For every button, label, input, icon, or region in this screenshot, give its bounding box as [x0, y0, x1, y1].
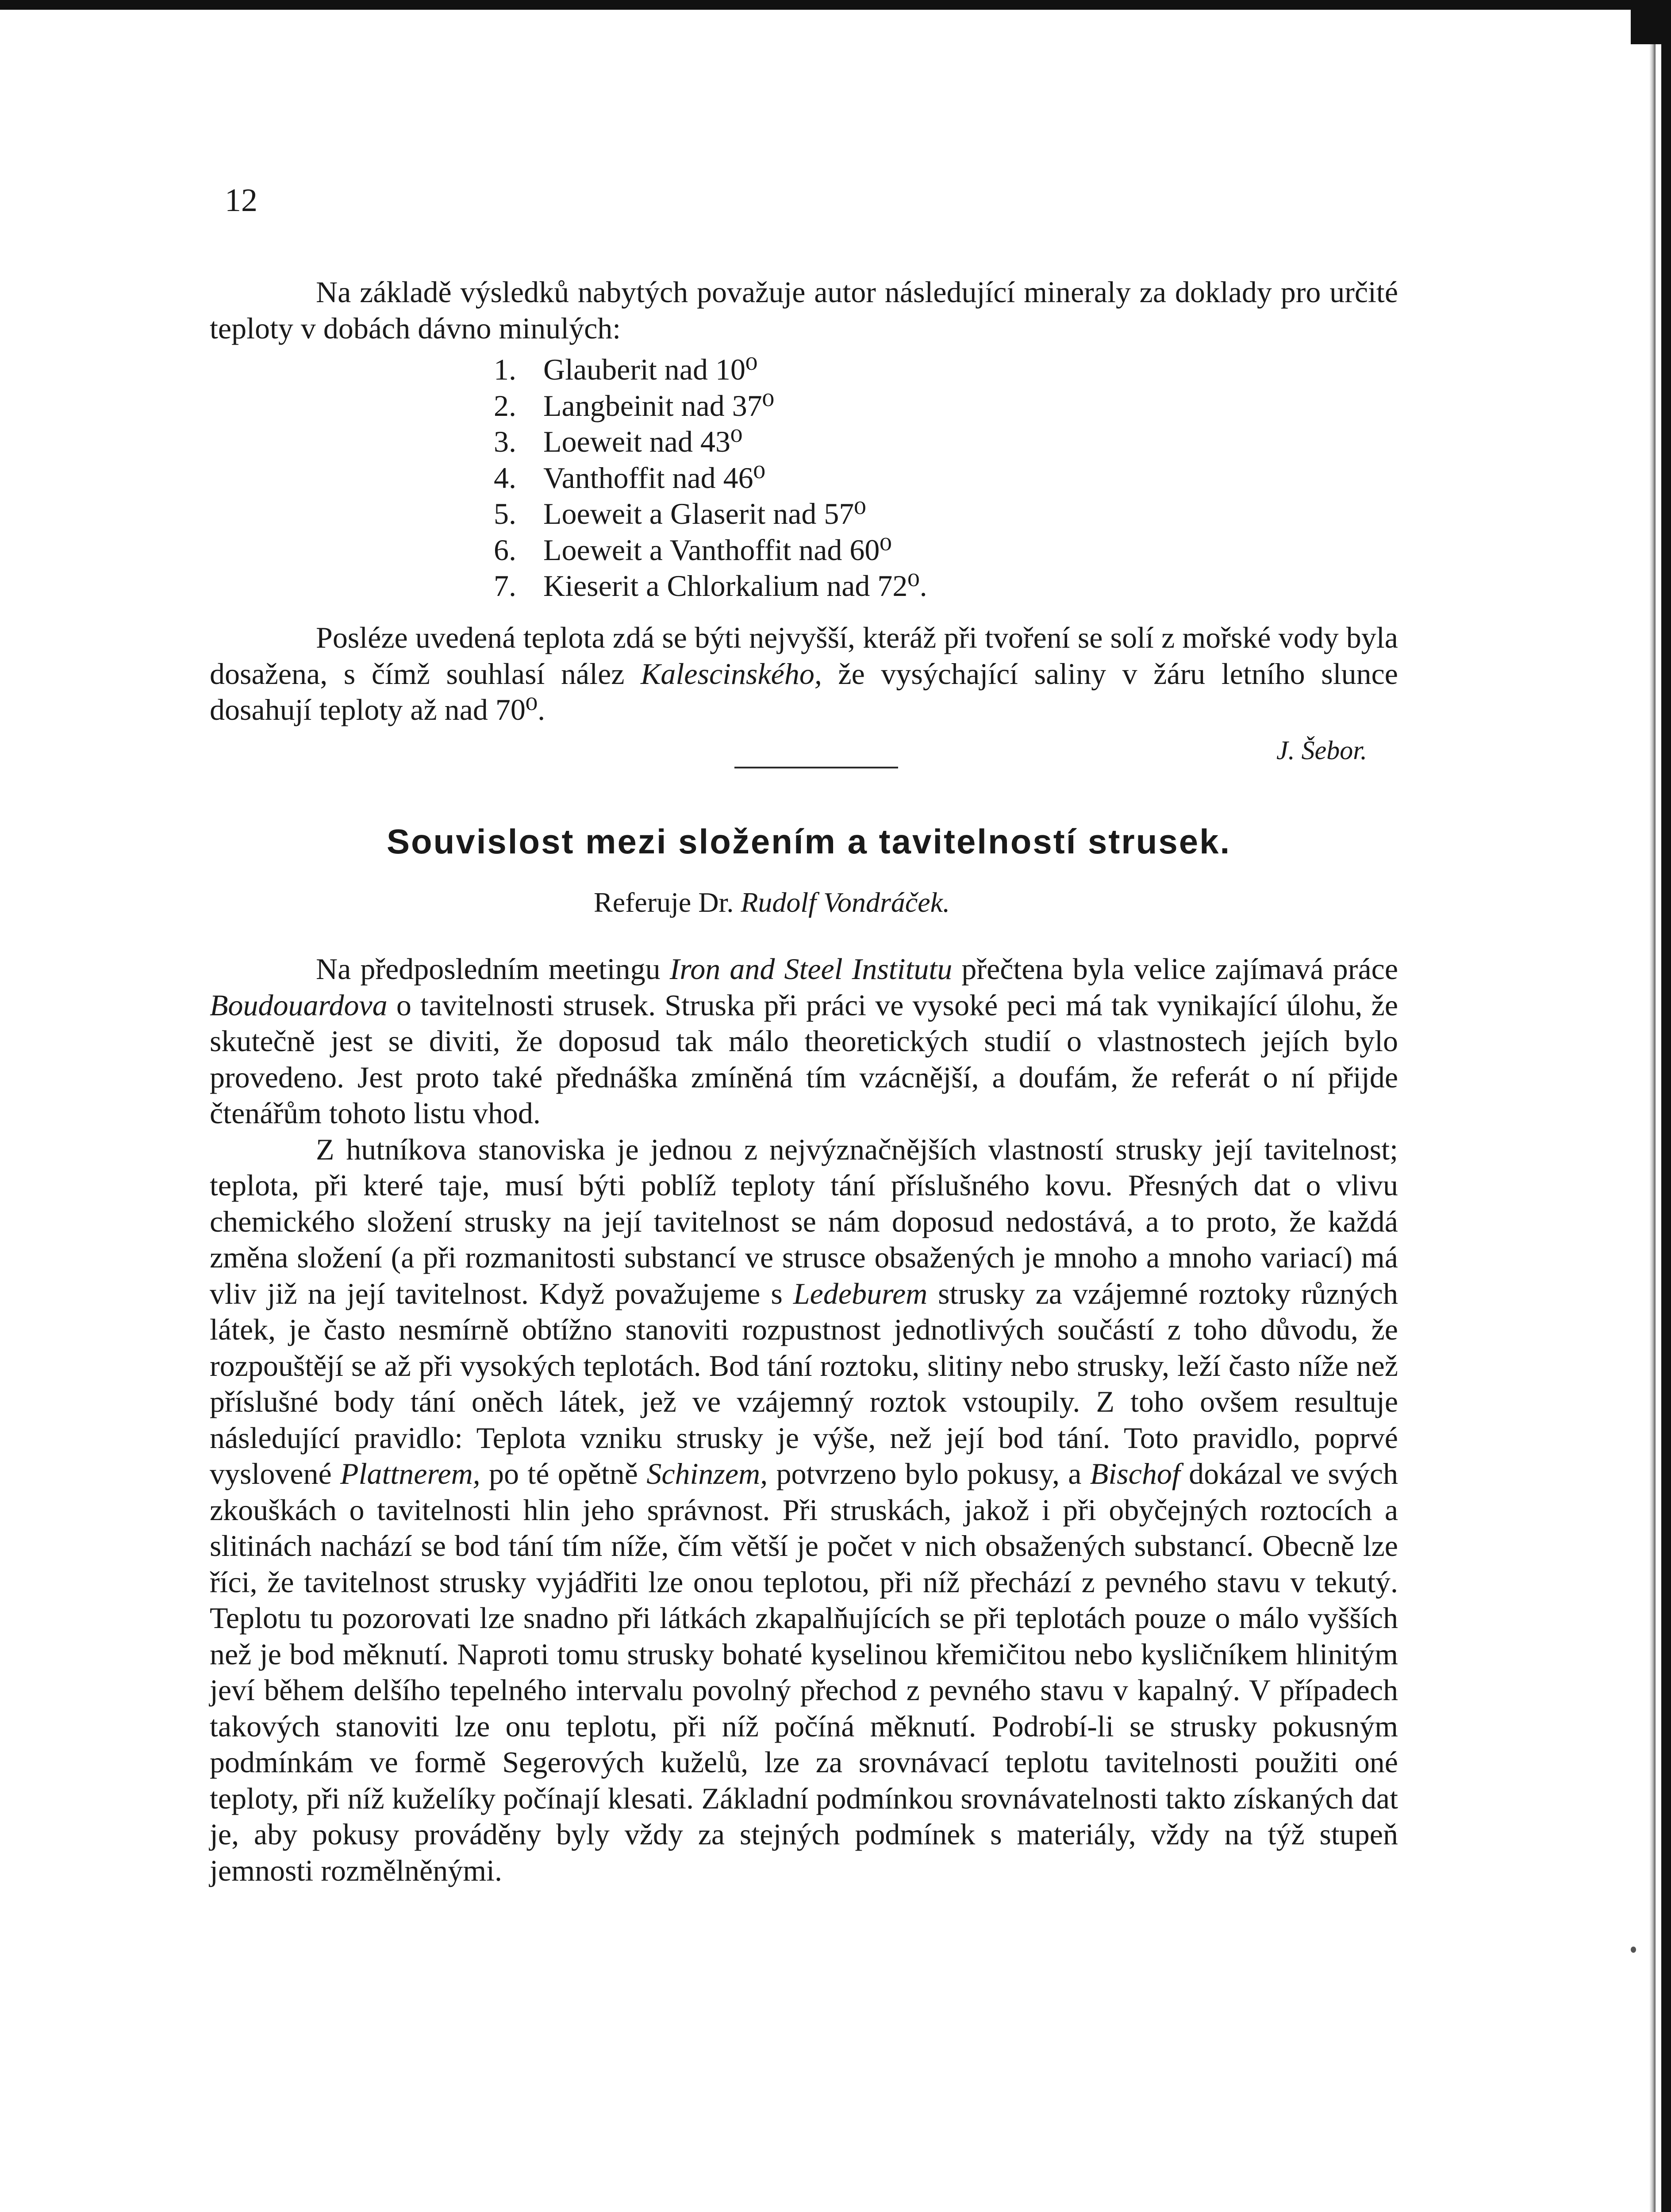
- scan-edge-top: [0, 0, 1671, 10]
- text-run: Z hutníkova stanoviska je jednou z nejvýznačnějších vlastností strusky její tavitelnost; teplota, při které taje, musí býti poblíž teploty tání příslušného kovu. Přesných dat o vlivu chemického složení strusky na její tavitelnost se nám doposud nedostává, a to proto, že každá změna složení (a při rozmanitosti substancí ve strusce obsažených je mnoho a mnoho variací) má vliv již na její tavitelnost. Když považujeme s: [210, 1132, 1398, 1310]
- conclusion-text-end: že vysýchající saliny v žáru letního slunce dosahují teploty až nad 70⁰.: [210, 657, 1398, 726]
- text-run: Na předposledním meetingu: [316, 952, 670, 986]
- conclusion-text: [210, 620, 1398, 728]
- text-run: po té opětně: [480, 1457, 647, 1490]
- list-item-number: 4.: [494, 461, 516, 495]
- list-item-text: Loeweit nad 43⁰: [543, 425, 743, 458]
- intro-text: Na základě výsledků nabytých považuje autor následující mineraly za doklady pro určité teploty v dobách dávno minulých:: [210, 275, 1398, 345]
- list-item: [494, 568, 927, 604]
- cited-name: Ledeburem: [793, 1276, 928, 1310]
- list-item-number: 6.: [494, 533, 516, 567]
- list-item-text: Vanthoffit nad 46⁰: [543, 461, 765, 495]
- page-number: 12: [225, 182, 257, 219]
- article-paragraph-1: [210, 951, 1398, 1132]
- scan-edge-right: [1661, 0, 1671, 2212]
- text-run: o tavitelnosti strusek. Struska při práci ve vysoké peci má tak vynikající úlohu, že skutečně jest se diviti, že doposud tak málo theoretických studií o vlastnostech jejích bylo provedeno. Jest proto také přednáška zmíněná tím vzácnější, a doufám, že referát o ní přijde čtenářům tohoto listu vhod.: [210, 988, 1398, 1130]
- list-item-number: 3.: [494, 425, 516, 458]
- cited-name: Bischof: [1090, 1457, 1180, 1490]
- section-divider: [734, 767, 898, 768]
- referent-prefix: Referuje Dr.: [594, 887, 734, 918]
- author-signature: J. Šebor.: [1276, 736, 1367, 765]
- list-item-text: Glauberit nad 10⁰: [543, 353, 758, 386]
- conclusion-paragraph: [210, 620, 1398, 728]
- text-run: dokázal ve svých zkouškách o tavitelnosti hlin jeho správnost. Při struskách, jakož i při obyčejných roztocích a slitinách nachází se bod tání tím níže, čím větší je počet v nich obsažených substancí. Obecně lze říci, že tavitelnost strusky vyjádřiti lze onou teplotou, při níž přechází z pevného stavu v tekutý. Teplotu tu pozorovati lze snadno při látkách zkapalňujících se při teplotách pouze o málo vyšších než je bod měknutí. Naproti tomu strusky bohaté kyselinou křemičitou nebo kysličníkem hlinitým jeví během delšího tepelného intervalu povolný přechod z pevného stavu v kapalný. V případech takových stanoviti lze onu teplotu, při níž počíná měknutí. Podrobí-li se strusky pokusným podmínkám ve formě Segerových kuželů, lze za srovnávací teplotu tavitelnosti použiti oné teploty, při níž kuželíky počínají klesati. Základní podmínkou srovnávatelnosti takto získaných dat je, aby pokusy prováděny byly vždy za stejných podmínek s materiály, vždy na týž stupeň jemnosti rozmělněnými.: [210, 1457, 1398, 1887]
- list-item: [494, 424, 927, 460]
- article-paragraph-2: [210, 1132, 1398, 1889]
- list-item-number: 7.: [494, 569, 516, 603]
- cited-name: Iron and Steel Institutu: [669, 952, 953, 986]
- referent-name: Rudolf Vondráček.: [741, 887, 950, 918]
- list-item: [494, 496, 927, 532]
- list-item: [494, 388, 927, 424]
- article-title: Souvislost mezi složením a tavitelností strusek.: [387, 822, 1231, 861]
- cited-name: Plattnerem,: [340, 1457, 480, 1490]
- list-item-text: Loeweit a Vanthoffit nad 60⁰: [543, 533, 892, 567]
- list-item: [494, 532, 927, 568]
- list-item-number: 2.: [494, 388, 516, 422]
- scan-speck: [1631, 1947, 1636, 1953]
- text-run: potvrzeno bylo pokusy, a: [768, 1457, 1090, 1490]
- cited-name: Boudouardova: [210, 988, 388, 1022]
- conclusion-text-start: Posléze uvedená teplota zdá se býti nejvyšší, kteráž při tvoření se solí z mořské vody byla dosažena, s čímž souhlasí nález: [210, 621, 1398, 691]
- list-item-text: Loeweit a Glaserit nad 57⁰: [543, 497, 866, 530]
- mineral-list: [494, 352, 927, 604]
- scan-edge-corner: [1631, 0, 1671, 44]
- text-run: přečtena byla velice zajímavá práce: [952, 952, 1398, 986]
- list-item-text: Kieserit a Chlorkalium nad 72⁰.: [543, 569, 927, 603]
- cited-name: Kalescinského,: [641, 657, 822, 691]
- scan-edge-shadow: [1649, 0, 1656, 2212]
- cited-name: Schinzem,: [646, 1457, 768, 1490]
- text-run: strusky za vzájemné roztoky různých látek, je často nesmírně obtížno stanoviti rozpustnost jednotlivých součástí z toho důvodu, že rozpouštějí se až při vysokých teplotách. Bod tání roztoku, slitiny nebo strusky, leží často níže než příslušné body tání oněch látek, jež ve vzájemný roztok vstoupily. Z toho ovšem resultuje následující pravidlo: Teplota vzniku strusky je výše, než její bod tání. Toto pravidlo, poprvé vyslovené: [210, 1276, 1398, 1490]
- intro-paragraph: [210, 274, 1398, 346]
- list-item-number: 1.: [494, 353, 516, 386]
- list-item: [494, 352, 927, 388]
- list-item-text: Langbeinit nad 37⁰: [543, 388, 775, 422]
- article-body: [210, 951, 1398, 1889]
- article-referent: [594, 883, 950, 922]
- list-item-number: 5.: [494, 497, 516, 530]
- list-item: [494, 460, 927, 496]
